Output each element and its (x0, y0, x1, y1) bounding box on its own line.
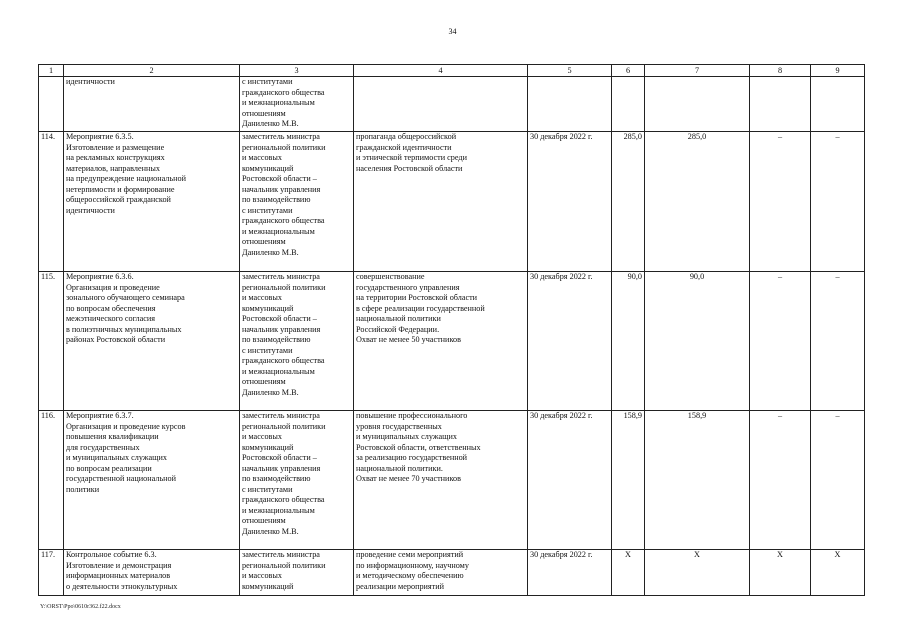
table-row (39, 77, 865, 132)
result-cell: совершенствование государственного управления на территории Ростовской области в сфере реализации государственной национальной политики Российской Федерации. Охват не менее 50 участников (354, 272, 528, 411)
col6-cell: 158,9 (612, 411, 645, 550)
col6-cell (612, 77, 645, 132)
col9-cell: – (811, 411, 865, 550)
header-col-8: 8 (750, 65, 811, 77)
date-cell: 30 декабря 2022 г. (528, 132, 612, 272)
row-number: 117. (39, 550, 64, 596)
result-cell: повышение профессионального уровня государственных и муниципальных служащих Ростовской области, ответственных за реализацию государственной национальной политики. Охват не менее 70 участников (354, 411, 528, 550)
col8-cell: – (750, 132, 811, 272)
program-activities-table (38, 64, 865, 596)
col6-cell: Х (612, 550, 645, 596)
table-row (39, 550, 865, 596)
responsible-cell: заместитель министра региональной политики и массовых коммуникаций Ростовской области – начальник управления по взаимодействию с институтами гражданского общества и межнациональным отношениям Даниленко М.В. (240, 132, 354, 272)
row-number: 114. (39, 132, 64, 272)
header-row (39, 65, 865, 77)
header-col-3: 3 (240, 65, 354, 77)
header-col-7: 7 (645, 65, 750, 77)
col7-cell: Х (645, 550, 750, 596)
activity-cell: Мероприятие 6.3.5. Изготовление и размещение на рекламных конструкциях материалов, направленных на предупреждение национальной нетерпимости и формирование общероссийской гражданской идентичности (64, 132, 240, 272)
date-cell: 30 декабря 2022 г. (528, 550, 612, 596)
date-cell (528, 77, 612, 132)
row-number: 115. (39, 272, 64, 411)
col8-cell (750, 77, 811, 132)
table-row (39, 411, 865, 550)
col8-cell: – (750, 411, 811, 550)
col7-cell: 285,0 (645, 132, 750, 272)
col9-cell (811, 77, 865, 132)
result-cell: проведение семи мероприятий по информационному, научному и методическому обеспечению реализации мероприятий (354, 550, 528, 596)
responsible-cell: заместитель министра региональной политики и массовых коммуникаций (240, 550, 354, 596)
header-col-4: 4 (354, 65, 528, 77)
activity-cell: идентичности (64, 77, 240, 132)
result-cell: пропаганда общероссийской гражданской идентичности и этнической терпимости среди населения Ростовской области (354, 132, 528, 272)
header-col-5: 5 (528, 65, 612, 77)
header-col-6: 6 (612, 65, 645, 77)
responsible-cell: заместитель министра региональной политики и массовых коммуникаций Ростовской области – начальник управления по взаимодействию с институтами гражданского общества и межнациональным отношениям Даниленко М.В. (240, 272, 354, 411)
header-col-2: 2 (64, 65, 240, 77)
header-col-9: 9 (811, 65, 865, 77)
row-number (39, 77, 64, 132)
page-number: 34 (448, 27, 457, 36)
col8-cell: – (750, 272, 811, 411)
col8-cell: Х (750, 550, 811, 596)
col6-cell: 90,0 (612, 272, 645, 411)
header-col-1: 1 (39, 65, 64, 77)
date-cell: 30 декабря 2022 г. (528, 272, 612, 411)
footer-file-path: Y:\ORST\Ppo\0610r362.f22.docx (40, 604, 121, 610)
col7-cell: 90,0 (645, 272, 750, 411)
responsible-cell: заместитель министра региональной политики и массовых коммуникаций Ростовской области – начальник управления по взаимодействию с институтами гражданского общества и межнациональным отношениям Даниленко М.В. (240, 411, 354, 550)
table-row (39, 272, 865, 411)
col9-cell: – (811, 272, 865, 411)
activity-cell: Мероприятие 6.3.6. Организация и проведение зонального обучающего семинара по вопросам обеспечения межэтнического согласия в полиэтничных муниципальных районах Ростовской области (64, 272, 240, 411)
col7-cell: 158,9 (645, 411, 750, 550)
activity-cell: Контрольное событие 6.3. Изготовление и демонстрация информационных материалов о деятельности этнокультурных (64, 550, 240, 596)
col6-cell: 285,0 (612, 132, 645, 272)
col7-cell (645, 77, 750, 132)
result-cell (354, 77, 528, 132)
col9-cell: Х (811, 550, 865, 596)
activity-cell: Мероприятие 6.3.7. Организация и проведение курсов повышения квалификации для государственных и муниципальных служащих по вопросам реализации государственной национальной политики (64, 411, 240, 550)
row-number: 116. (39, 411, 64, 550)
col9-cell: – (811, 132, 865, 272)
date-cell: 30 декабря 2022 г. (528, 411, 612, 550)
responsible-cell: с институтами гражданского общества и межнациональным отношениям Даниленко М.В. (240, 77, 354, 132)
table-row (39, 132, 865, 272)
